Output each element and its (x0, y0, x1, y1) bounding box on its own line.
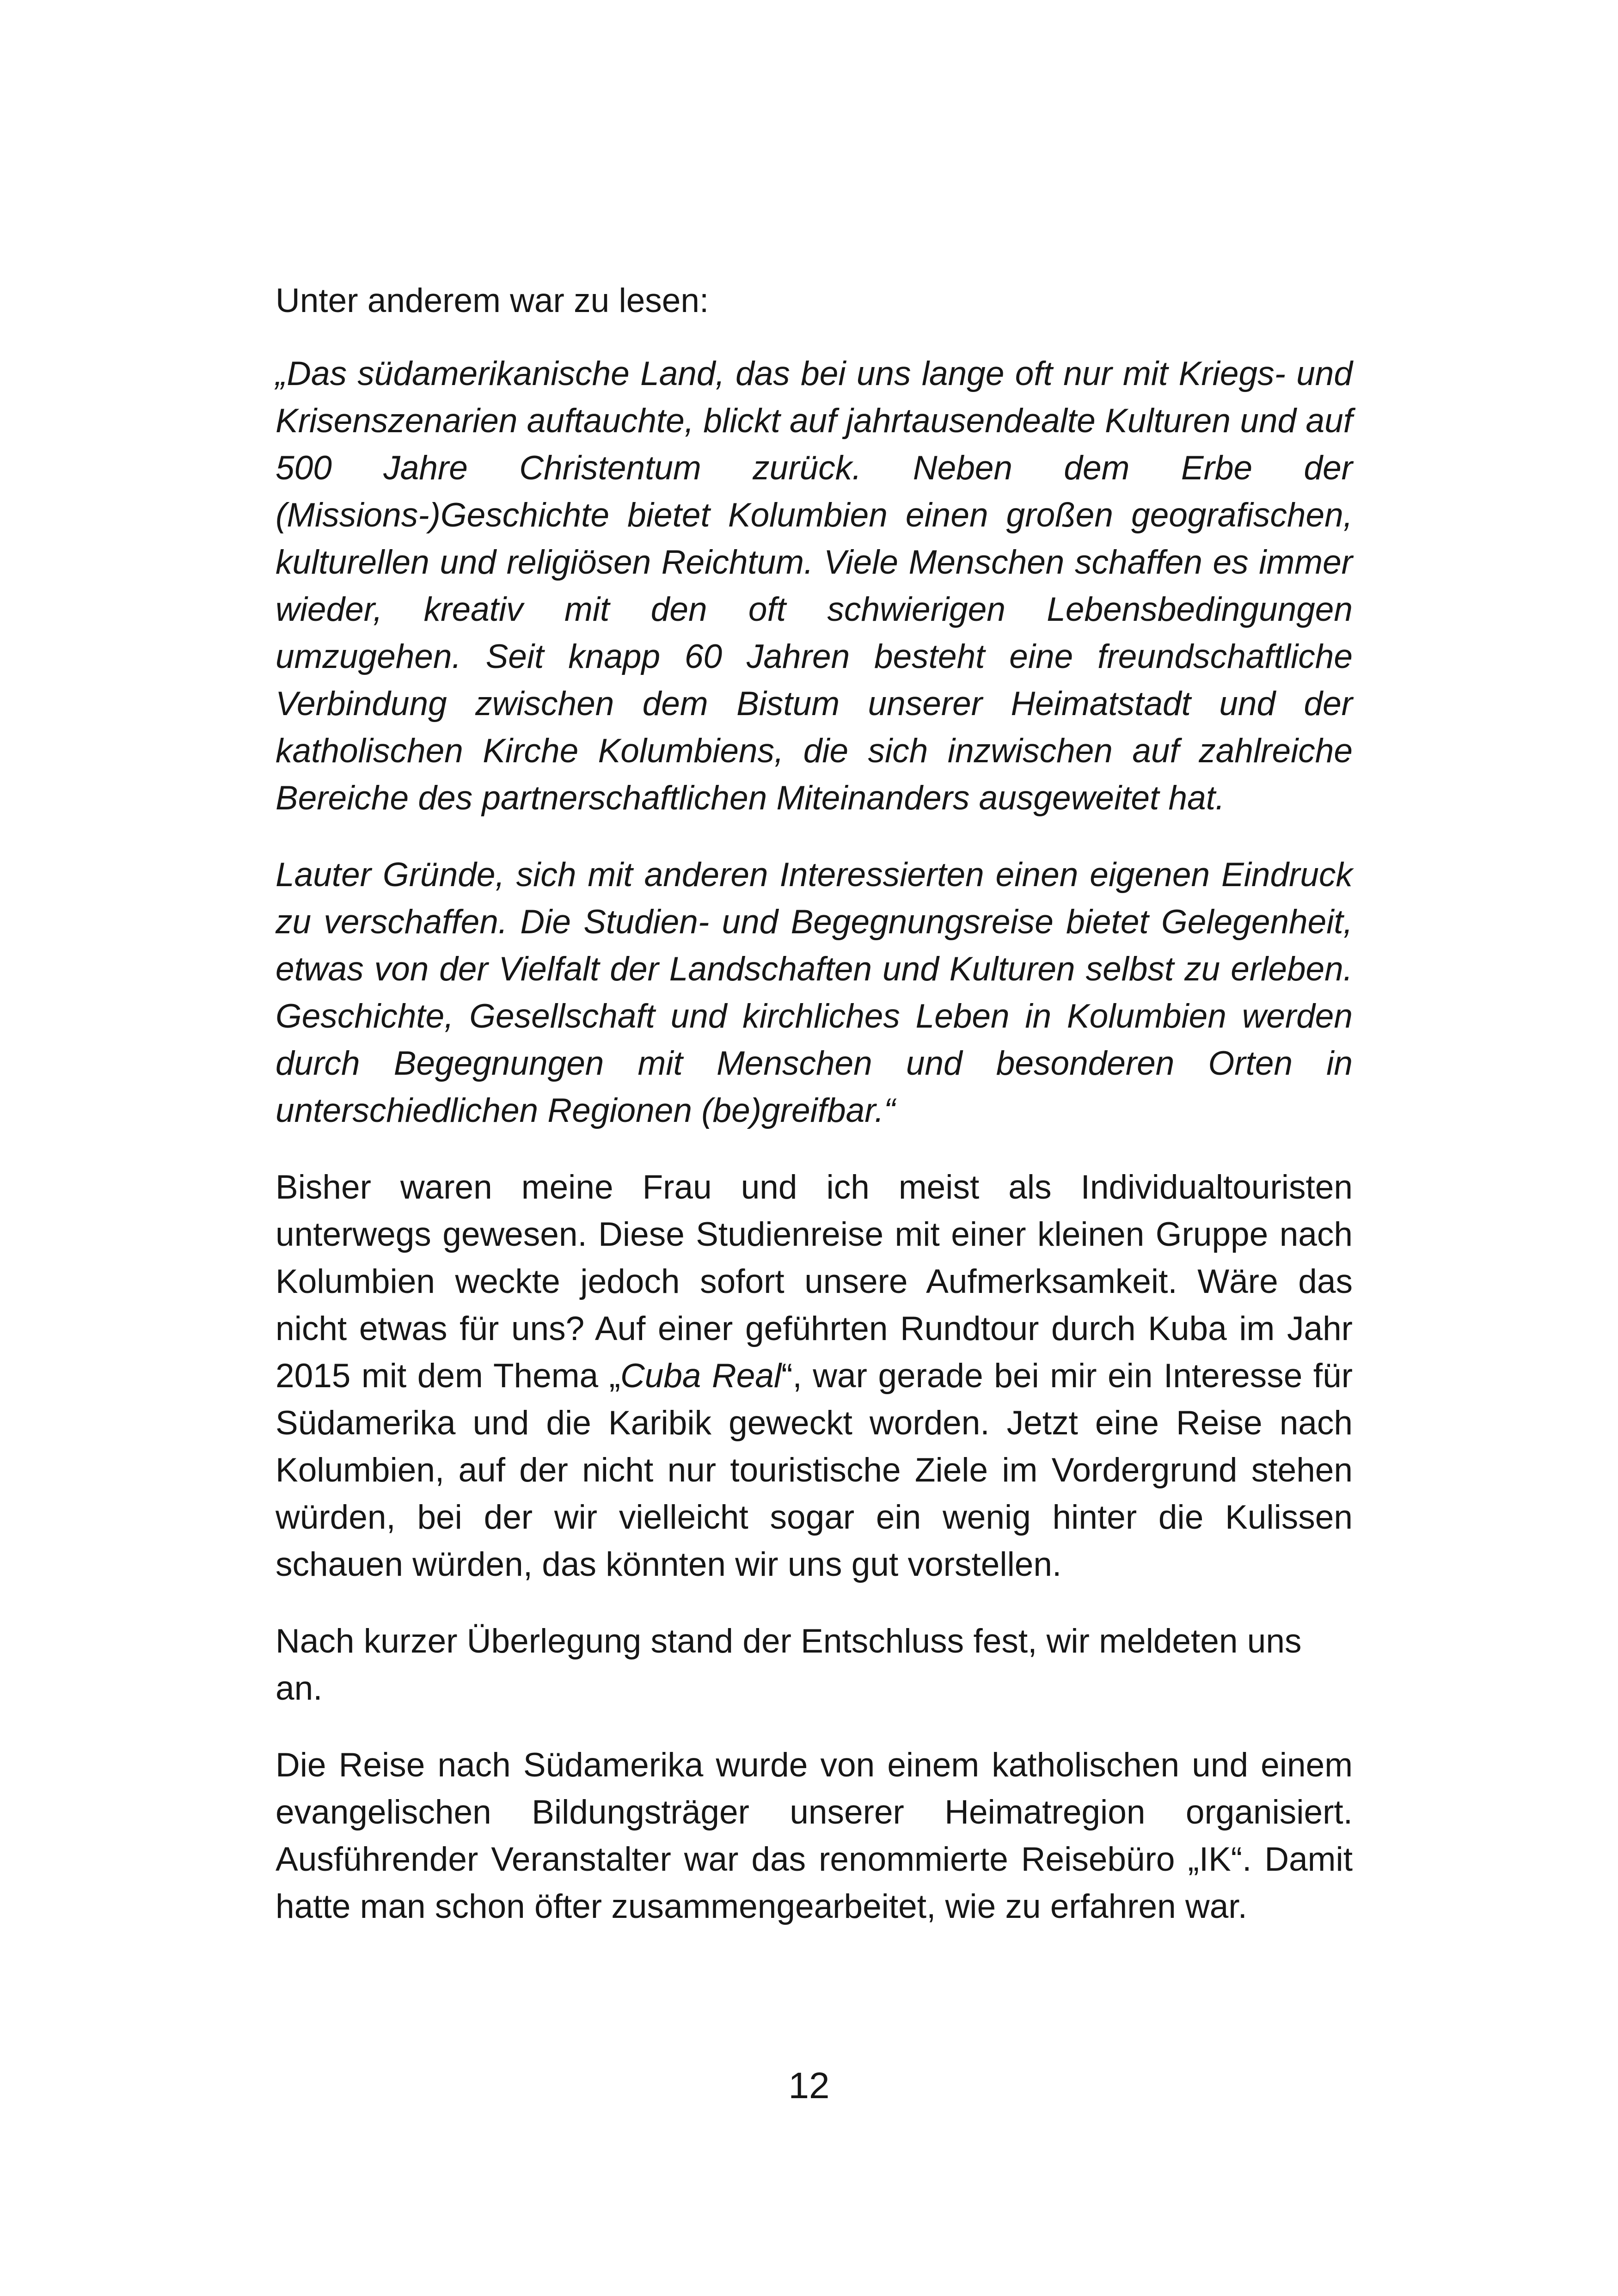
page-number: 12 (788, 2065, 830, 2106)
paragraph-decision: Nach kurzer Überlegung stand der Entschluss fest, wir meldeten uns an. (276, 1623, 1302, 1707)
quote-paragraph-1: „Das südamerikanische Land, das bei uns lange oft nur mit Kriegs- und Krisenszenarien auftauchte, blickt auf jahrtausendealte Kulturen und auf 500 Jahre Christentum zurück. Neben dem Erbe der (Missions-)Geschichte bietet Kolumbien einen großen geografischen, kulturellen und religiösen Reichtum. Viele Menschen schaffen es immer wieder, kreativ mit den oft schwierigen Lebensbedingungen umzugehen. Seit knapp 60 Jahren besteht eine freundschaftliche Verbindung zwischen dem Bistum unserer Heimatstadt und der katholischen Kirche Kolumbiens, die sich inzwischen auf zahlreiche Bereiche des partnerschaftlichen Miteinanders ausgeweitet hat. (276, 355, 1353, 817)
tour-title-cuba-real: Cuba Real (620, 1357, 782, 1395)
quote-paragraph-2: Lauter Gründe, sich mit anderen Interessierten einen eigenen Eindruck zu verschaffen. Die Studien- und Begegnungsreise bietet Gelegenheit, etwas von der Vielfalt der Landschaften und Kulturen selbst zu erleben. Geschichte, Gesellschaft und kirchliches Leben in Kolumbien werden durch Begegnungen mit Menschen und besonderen Orten in unterschiedlichen Regionen (be)greifbar.“ (276, 856, 1353, 1129)
paragraph-travel-background (276, 1164, 1353, 1588)
paragraph-organizer: Die Reise nach Südamerika wurde von einem katholischen und einem evangelischen Bildungsträger unserer Heimatregion organisiert. Ausführender Veranstalter war das renommierte Reisebüro „IK“. Damit hatte man schon öfter zusammengearbeitet, wie zu erfahren war. (276, 1746, 1353, 1925)
paragraph-travel-background-text-1: Bisher waren meine Frau und ich meist als Individualtouristen unterwegs gewesen. Diese Studienreise mit einer kleinen Gruppe nach Kolumbien weckte jedoch sofort unsere Aufmerksamkeit. Wäre das nicht etwas für uns? Auf einer geführten Rundtour durch Kuba im Jahr 2015 mit dem Thema „ (276, 1169, 1353, 1395)
intro-line: Unter anderem war zu lesen: (276, 282, 709, 319)
body-text (276, 277, 1353, 1960)
paragraph-travel-background-text-2: “, war gerade bei mir ein Interesse für Südamerika und die Karibik geweckt worden. Jetzt eine Reise nach Kolumbien, auf der nicht nur touristische Ziele im Vordergrund stehen würden, bei der wir vielleicht sogar ein wenig hinter die Kulissen schauen würden, das könnten wir uns gut vorstellen. (276, 1357, 1353, 1583)
